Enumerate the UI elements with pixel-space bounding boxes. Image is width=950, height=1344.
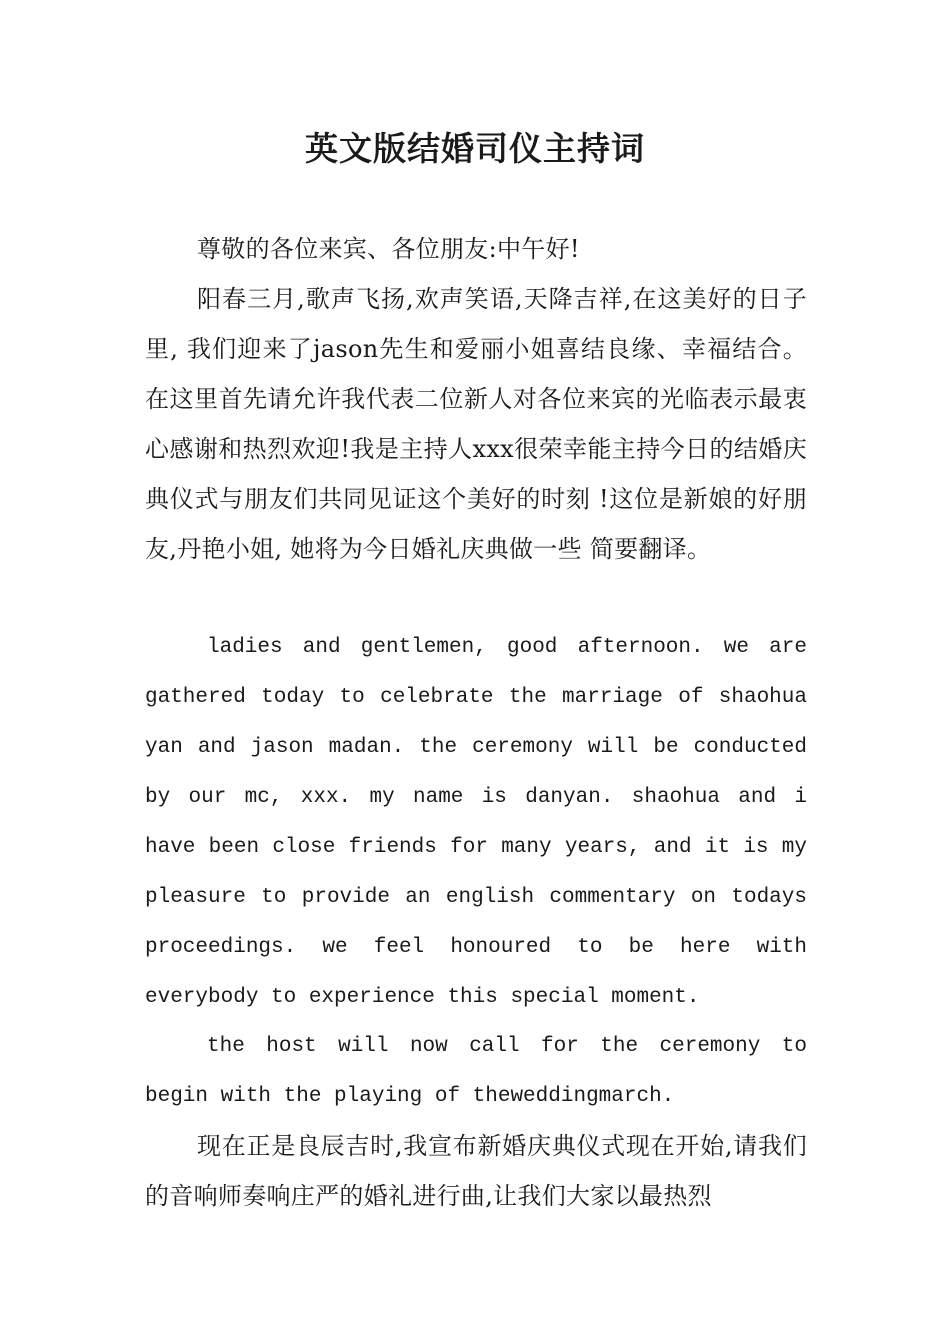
document-title: 英文版结婚司仪主持词 [305, 129, 645, 168]
paragraph-greeting: 尊敬的各位来宾、各位朋友:中午好! [197, 235, 580, 263]
paragraph-host-introduction: 阳春三月,歌声飞扬,欢声笑语,天降吉祥,在这美好的日子里, 我们迎来了jason先生和爱丽小姐喜结良缘、幸福结合。在这里首先请允许我代表二位新人对各位来宾的光临表示最衷心感谢和热烈欢迎!我是主持人xxx很荣幸能主持今日的结婚庆典仪式与朋友们共同见证这个美好的时刻 !这位是新娘的好朋友,丹艳小姐, 她将为今日婚礼庆典做一些 简要翻译。 [145, 285, 807, 563]
paragraph-ceremony-begin: 现在正是良辰吉时,我宣布新婚庆典仪式现在开始,请我们的音响师奏响庄严的婚礼进行曲,让我们大家以最热烈 [145, 1132, 807, 1210]
paragraph-english-commentary: ladies and gentlemen, good afternoon. we are gathered today to celebrate the marriage of shaohua yan and jason madan. the ceremony will be conducted by our mc, xxx. my name is danyan. shaohua and i have been close friends for many years, and it is my pleasure to provide an english commentary on todays proceedings. we feel honoured to be here with everybody to experience this special moment. [145, 636, 807, 1009]
paragraph-english-ceremony-call: the host will now call for the ceremony to begin with the playing of theweddingmarch. [145, 1035, 807, 1108]
